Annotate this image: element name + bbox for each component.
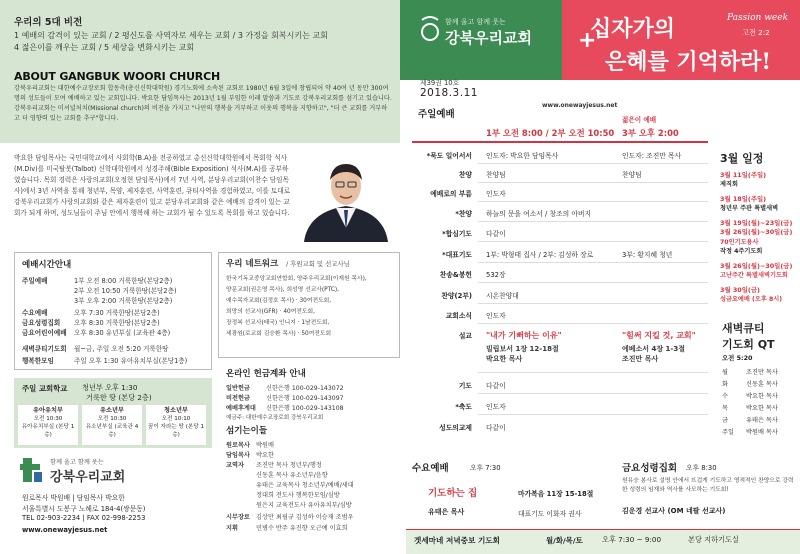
- wednesday-sermon-text: 마가복음 11장 15-18절: [518, 490, 594, 498]
- school-dept-name: 유아유치부: [33, 407, 63, 414]
- dawn-qt-leader: 박원배 목사: [746, 429, 778, 436]
- friday-preacher: 김운경 선교사 (OM 네팔 선교사): [622, 507, 726, 515]
- servant-name: 김상만 최필규 김성하 이승재 조범우: [256, 514, 354, 521]
- service-text: 오후 8:30 유년부실 (교육관 4층): [74, 329, 171, 337]
- divider: [478, 414, 708, 415]
- order-col1: 인도자: [486, 312, 506, 320]
- servant-row: [226, 512, 354, 521]
- order-label: *축도: [455, 403, 472, 411]
- school-dept-name: 청소년부: [164, 407, 188, 414]
- network-line: 희망의 선교사(GFR) · 40여전도회,: [226, 309, 315, 315]
- offering-row: [226, 383, 344, 392]
- divider: [478, 201, 708, 202]
- youth-worship-label: 젊은이 예배: [622, 116, 657, 124]
- divider: [478, 241, 708, 242]
- order-col1: 다같이: [486, 382, 506, 390]
- dawn-qt-leader: 유태은 목사: [746, 417, 778, 424]
- network-title: 우리 네트워크: [226, 259, 279, 269]
- gethsemane-title: 겟세마네 저녁중보 기도회: [414, 536, 500, 545]
- dawn-qt-leader: 조진만 목사: [746, 369, 778, 376]
- service-text: 오후 8:30 거룩한땅(본당2층): [74, 319, 160, 327]
- offering-account: 신한은행 100-029-143108: [266, 405, 344, 412]
- order-label: 기도: [458, 382, 472, 390]
- offering-title: 온라인 헌금계좌 안내: [226, 369, 306, 379]
- order-col1: 다같이: [486, 230, 506, 238]
- about-title: ABOUT GANGBUK WOORI CHURCH: [14, 70, 220, 83]
- service-label: 수요예배: [22, 309, 48, 317]
- network-line: 장정복 선교사(태국) 인니지 · 1남전도회,: [226, 320, 330, 326]
- school-dept: [146, 405, 206, 445]
- school-dept-place: 유소년부실 (교육관 4층): [85, 424, 139, 438]
- dawn-qt-row: [722, 379, 778, 388]
- order-col1: 하늘의 문을 여소서 / 창조의 아버지: [486, 210, 592, 218]
- service-times-title: 예배시간안내: [22, 260, 72, 270]
- sunday-school-title: 주일 교회학교: [22, 384, 68, 393]
- network-line: 양문교회(권은영 목사), 희성영 선교사(PTC),: [226, 287, 340, 293]
- dawn-qt-leader: 박요한 목사: [746, 405, 778, 412]
- order-label: *합심기도: [442, 230, 472, 238]
- schedule-date: 3월 19일(월)~23일(금): [720, 219, 793, 227]
- servant-name: 박원배: [256, 442, 274, 449]
- friday-description: 원유승 봉사로 설명 안에서 뜨겁게 기도하고 영적적인 찬양으로 강력한 성령의 임재와 역사를 사모하는 기도회!: [622, 478, 794, 493]
- order-col2: 3부: 황지혜 청년: [622, 251, 673, 259]
- order-col2: 인도자: 조진만 목사: [622, 152, 682, 160]
- sermon-text-1: 빌립보서 1장 12-18절: [486, 345, 559, 353]
- servant-name: 박요한: [256, 452, 274, 459]
- youth-service-place: 거룩한 땅 (본당 2층): [86, 393, 152, 402]
- school-dept-place: 유아유치부실 (본당 1층): [21, 424, 75, 438]
- contact-line: 서울특별시 도봉구 노해로 184-4(쌍문동): [22, 505, 146, 513]
- sunday-worship-title: 주일예배: [418, 109, 455, 120]
- order-label: 교회소식: [445, 312, 472, 320]
- network-line: 예수목자교회(김정호 목사) · 30여전도회,: [226, 298, 332, 304]
- divider: [478, 282, 708, 283]
- worship-col1-head: 1부 오전 8:00 / 2부 오전 10:50: [486, 128, 615, 138]
- gethsemane-days: 월/화/목/토: [546, 536, 583, 545]
- youth-service-time: 청년부 오후 1:30: [82, 383, 138, 392]
- theme-verse: 고전 2:2: [742, 28, 770, 37]
- service-row: [22, 355, 187, 365]
- order-label: 찬송&봉헌: [439, 271, 472, 279]
- offering-row: [226, 393, 344, 402]
- service-label: 주일예배: [22, 277, 48, 285]
- schedule-title: 3월 일정: [720, 152, 764, 165]
- network-line: 한국기독교중앙교회연합회, 양주우리교회(이재원 목사),: [226, 276, 367, 282]
- church-name: 강북우리교회: [50, 470, 126, 485]
- divider: [478, 393, 708, 394]
- divider: [478, 323, 708, 324]
- divider: [412, 141, 708, 143]
- dawn-qt-row: [722, 427, 778, 436]
- service-row: [22, 285, 177, 295]
- school-dept-place: 꿈이 자라는 땅 (본당 1층): [147, 424, 205, 438]
- dawn-qt-day: 월: [722, 369, 728, 376]
- servant-role: 시무장로: [226, 514, 250, 521]
- dawn-qt-row: [722, 367, 778, 376]
- gethsemane-place: 본당 지하기도실: [688, 535, 739, 544]
- dawn-qt-day: 수: [722, 393, 728, 400]
- order-col1: 찬양팀: [486, 171, 506, 179]
- dawn-qt-day: 목: [722, 405, 728, 412]
- order-label: 예배로의 부름: [430, 190, 472, 198]
- vision-line: 4 젊은이를 깨우는 교회 / 5 세상을 변화시키는 교회: [14, 43, 195, 52]
- service-text: 오후 7:30 거룩한땅(본당2층): [74, 309, 160, 317]
- service-row: [22, 317, 160, 327]
- service-text: 1부 오전 8:00 거룩한땅(본당2층): [74, 277, 173, 285]
- divider: [478, 262, 708, 263]
- vision-title: 우리의 5대 비전: [14, 17, 83, 28]
- servant-role: 지휘: [226, 525, 238, 532]
- website-link[interactable]: www.onewayjesus.net: [22, 526, 108, 534]
- schedule-date: 3월 26일(월)~30일(금): [720, 228, 793, 236]
- schedule-date: 3월 11일(주일): [720, 171, 767, 179]
- order-label: *찬양: [455, 210, 472, 218]
- dawn-qt-row: [722, 415, 778, 424]
- header-church-name: 강북우리교회: [445, 29, 532, 47]
- school-dept-time: 오전 10:30: [97, 416, 127, 422]
- service-text: 2부 오전 10:50 거룩한땅(본당2층): [74, 287, 177, 295]
- sermon-text-2: 에베소서 4장 1-3절: [622, 345, 685, 353]
- order-col1: 인도자: [486, 403, 506, 411]
- sermon-preacher-2: 조진만 목사: [622, 355, 659, 363]
- vision-line: 1 예배의 감격이 있는 교회 / 2 평신도를 사역자로 세우는 교회 / 3 가정을 회복시키는 교회: [14, 31, 328, 40]
- service-text: 주일 오후 1:30 유아유치부실(본당1층): [74, 357, 188, 365]
- divider: [478, 163, 708, 164]
- servant-name: 유태은 교육목사 청소년부/예배/세대: [256, 482, 354, 489]
- theme-title-line1: 십자가의: [590, 16, 676, 42]
- servants-title: 섬기는이들: [226, 426, 268, 436]
- servant-role: 담임목사: [226, 452, 250, 459]
- servant-name: 원은지 교육전도사 유아유치부/심방: [256, 502, 352, 509]
- church-logo-icon: [20, 456, 44, 484]
- order-label: 찬양: [458, 171, 472, 179]
- offering-account: 신한은행 100-029-143072: [266, 385, 344, 392]
- wednesday-title: 수요예배: [412, 463, 449, 474]
- order-col2: 찬양팀: [622, 171, 642, 179]
- servant-name: 민병수 반주 유진향 오근예 이효희: [256, 525, 348, 532]
- servant-role: 교역자: [226, 462, 244, 469]
- order-col1: 532장: [486, 271, 506, 279]
- about-body: 강북우리교회는 대한예수교장로회 합동측(총신신학대학원) 경기노회에 소속된 교회로 1980년 6월 3일에 창립되어 약 40여 년 동안 300여 명의 성도들이 모여 예배하고 있는 교회입니다. 박요한 담임목사는 2013년 1월 부임한 이래 말씀과 기도로 강북우리교회를 섬기고 있습니다. 강북우리교회는 미셔널처치(Missional church)의 비전을 가지고 "나만의 행복을 거부하고 이웃의 행복을 지향하고", "더 큰 교회를 거부하고 더 영향력 있는 교회를 추구"합니다.: [14, 85, 392, 122]
- theme-title-line2: 은혜를 기억하라!: [605, 49, 772, 75]
- website-link[interactable]: www.onewayjesus.net: [542, 102, 618, 109]
- divider: [478, 221, 708, 222]
- passion-week-label: Passion week: [727, 13, 789, 23]
- offering-row: [226, 403, 344, 412]
- service-label: 행복한모임: [22, 357, 54, 365]
- friday-title: 금요성령집회: [622, 463, 678, 474]
- dawn-qt-title: 기도회 QT: [722, 338, 775, 351]
- school-dept-time: 오전 10:30: [33, 416, 63, 422]
- schedule-text: 작정 4주기도회: [720, 248, 763, 255]
- offering-label: 비전헌금: [226, 395, 250, 402]
- sermon-title-2: "힘써 지킬 것, 교회": [622, 331, 696, 340]
- header-tagline: 함께 울고 함께 웃는: [445, 18, 506, 26]
- order-col1: 1부: 박형태 집사 / 2부: 김성하 장로: [486, 251, 594, 259]
- divider: [478, 372, 708, 373]
- order-col1: 다같이: [486, 424, 506, 432]
- order-col1: 인도자: [486, 190, 506, 198]
- service-label: 금요성령집회: [22, 319, 61, 327]
- service-row: [22, 275, 172, 285]
- service-label: 새벽큐티기도회: [22, 345, 67, 353]
- order-col1: 시온찬양대: [486, 292, 519, 300]
- servant-row: [226, 460, 322, 469]
- order-col1: 인도자: 박요한 담임목사: [486, 152, 559, 160]
- schedule-date: 3월 30일(금): [720, 286, 760, 294]
- service-text: 3부 오후 2:00 거룩한땅(본당2층): [74, 297, 173, 305]
- worship-col2-head: 3부 오후 2:00: [622, 128, 679, 138]
- order-label: 설교: [458, 332, 472, 340]
- sermon-preacher-1: 박요한 목사: [486, 355, 523, 363]
- pastor-photo: [296, 150, 396, 242]
- service-label: 금요어린이예배: [22, 329, 67, 337]
- servant-name: 정대희 전도사 행복한모임/심방: [256, 492, 340, 499]
- order-label: 찬양(2부): [441, 292, 472, 300]
- cross-icon: +: [578, 28, 597, 53]
- servant-name: 조진만 목사 청년부/행정: [256, 462, 322, 469]
- servant-role: 원로목사: [226, 442, 250, 449]
- dawn-qt-leader: 신동훈 목사: [746, 381, 778, 388]
- wednesday-time: 오후 7:30: [470, 464, 501, 472]
- schedule-date: 3월 18일(주일): [720, 195, 767, 203]
- offering-account: 신한은행 100-029-143097: [266, 395, 344, 402]
- servant-name: 신동훈 목사 유소년부/음향: [256, 472, 328, 479]
- order-label: 성도의교제: [439, 424, 472, 432]
- service-row: [22, 343, 169, 353]
- schedule-text: 고난주간 특별새벽기도회: [720, 272, 788, 279]
- school-dept-time: 오전 10:10: [161, 416, 191, 422]
- servant-row: [226, 523, 348, 532]
- servant-row: [226, 470, 328, 479]
- gethsemane-time: 오후 7:30 ~ 9:00: [602, 535, 662, 544]
- servant-row: [226, 490, 340, 499]
- network-line: 세광원(로교회 김승환 목사) · 50여전도회: [226, 331, 332, 337]
- dawn-qt-day: 화: [722, 381, 728, 388]
- service-row: [22, 307, 160, 317]
- service-text: 월~금, 주일 오전 5:20 거룩한땅: [74, 345, 169, 353]
- wednesday-prayer: 대표기도 이화자 권사: [518, 510, 582, 518]
- divider: [478, 303, 708, 304]
- network-subtitle: / 후원교회 및 선교사님: [286, 260, 350, 268]
- offering-label: 일반헌금: [226, 385, 250, 392]
- divider: [478, 182, 708, 183]
- dawn-qt-row: [722, 391, 778, 400]
- dawn-qt-time: 오전 5:20: [722, 354, 753, 362]
- school-dept: [18, 405, 78, 445]
- order-label: *대표기도: [442, 251, 472, 259]
- schedule-text: 70인기도용사: [720, 239, 759, 246]
- dawn-qt-day: 금: [722, 417, 728, 424]
- pastor-intro: 박요한 담임목사는 국민대학교에서 사회학(B.A)을 전공하였고 총신신학대학원에서 목회학 석사(M.Div)를 미국탈봇(Talbot) 신학대학원에서 성경주해(Bible Exposition) 석사(M.A)를 공부하였습니다. 목회 경력은 사랑의교회(오정현 담임목사)에서 7년 사역, 분당우리교회(이찬수 담임목사)에서 3년 사역을 통해 청년부, 목양, 제자훈련, 사역훈련, 큐티사역을 경험하였고, 이를 토대로 강북우리교회가 사랑의교회와 같은 제자훈련이 있고 분당우리교회와 같은 예배의 감격이 있는 교회가 되게 하며, 성도님들이 주님 안에서 행복해 하는 교회가 될 수 있도록 목회를 하고 있습니다.: [14, 154, 290, 217]
- dawn-qt-title: 새벽큐티: [722, 322, 765, 335]
- servant-row: [226, 500, 352, 509]
- contact-line: TEL 02-903-2234 | FAX 02-998-2253: [22, 514, 146, 522]
- school-dept: [82, 405, 142, 445]
- schedule-text: 제직회: [720, 181, 738, 188]
- servant-row: [226, 440, 274, 449]
- service-row: [22, 295, 172, 305]
- schedule-text: 청년부 주관 특별새벽: [720, 205, 779, 212]
- schedule-date: 3월 26일(월)~30일(금): [720, 262, 793, 270]
- offering-holder: 예금주: 대한예수교장로회 강북우리교회: [226, 415, 324, 421]
- church-logo-icon: [418, 14, 442, 44]
- order-label: *묵도 일어서서: [426, 152, 472, 160]
- issue-date: 2018.3.11: [420, 87, 478, 99]
- schedule-text: 성금요예배 (오후 8시): [720, 296, 783, 303]
- dawn-qt-day: 주일: [722, 429, 734, 436]
- school-dept-name: 유소년부: [100, 407, 124, 414]
- servant-row: [226, 450, 274, 459]
- church-tagline: 함께 울고 함께 웃는: [50, 459, 104, 466]
- sermon-title-1: "내가 기뻐하는 이유": [486, 331, 562, 340]
- wednesday-sermon-title: 기도하는 집: [428, 488, 478, 499]
- offering-label: 예배후계대: [226, 405, 256, 412]
- service-row: [22, 327, 170, 337]
- servant-row: [226, 480, 354, 489]
- friday-time: 오후 8:30: [686, 464, 717, 472]
- wednesday-preacher: 유태은 목사: [428, 508, 465, 516]
- dawn-qt-row: [722, 403, 778, 412]
- contact-line: 원로목사 박원배 | 담임목사 박요한: [22, 494, 125, 502]
- dawn-qt-leader: 박요한 목사: [746, 393, 778, 400]
- issue-number: 제39권 10호: [420, 79, 460, 87]
